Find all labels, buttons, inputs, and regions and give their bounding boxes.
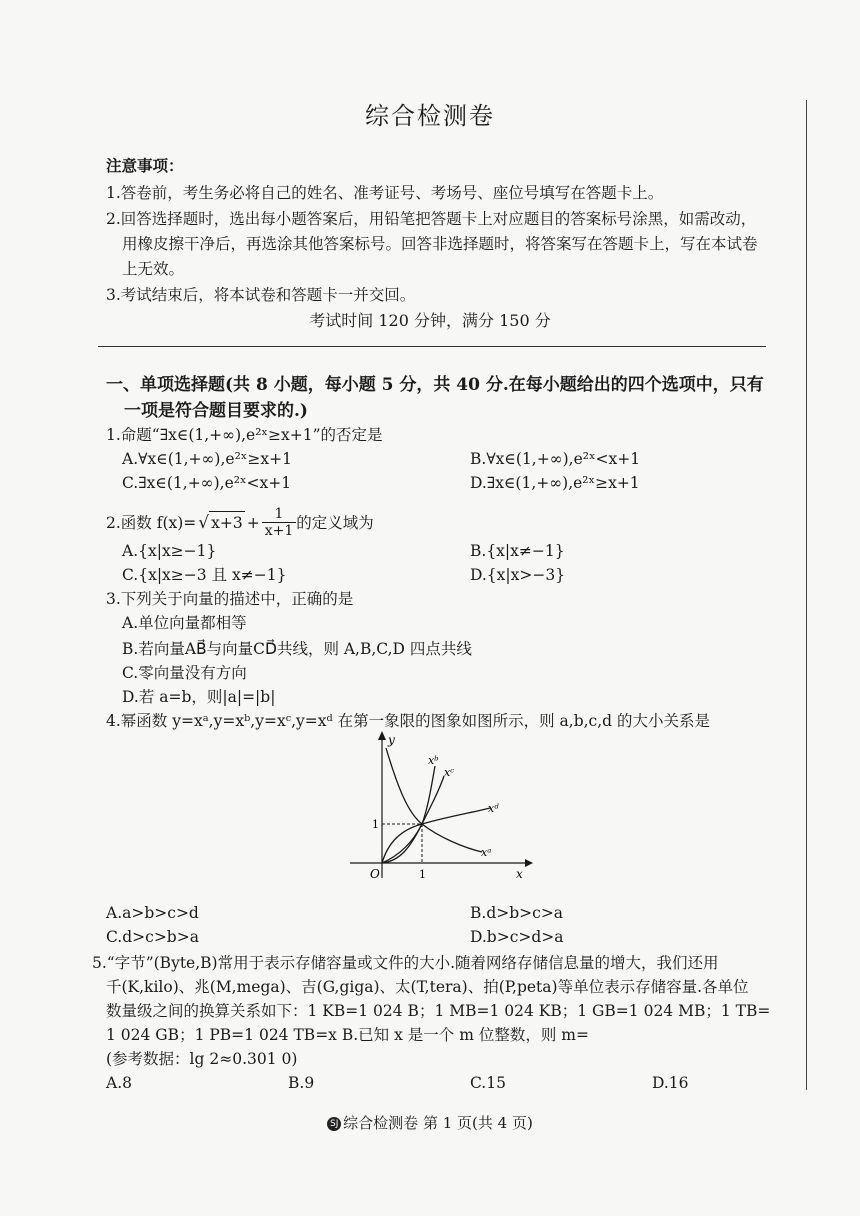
curve-a-label: xᵃ	[481, 846, 492, 859]
x-axis-label: x	[516, 867, 523, 881]
publisher-mark-icon: SJ	[327, 1117, 341, 1131]
q1-stem: 1.命题“∃x∈(1,+∞),e²ˣ≥x+1”的否定是	[106, 426, 383, 444]
q2-fraction-numerator: 1	[274, 506, 284, 522]
q2-stem-post: 的定义域为	[296, 513, 374, 532]
q2-stem	[106, 506, 374, 539]
page-footer	[0, 1112, 860, 1133]
q2-stem-pre: 2.函数 f(x)=	[106, 513, 197, 532]
curve-c-label: xᶜ	[444, 766, 455, 779]
x-axis-arrow	[525, 859, 533, 867]
q5-option-c: C.15	[470, 1074, 506, 1092]
q2-option-d: D.{x|x>−3}	[470, 566, 566, 584]
curve-c	[382, 776, 444, 863]
q5-line-1: 5.“字节”(Byte,B)常用于表示存储容量或文件的大小.随着网络存储信息量的增大，我们还用	[92, 954, 719, 972]
q3-option-d: D.若 a=b，则|a|=|b|	[122, 688, 276, 706]
origin-label: O	[370, 867, 380, 881]
footer-text: 综合检测卷 第 1 页(共 4 页)	[343, 1114, 533, 1132]
q2-sqrt	[198, 511, 244, 534]
curve-b-label: xᵇ	[428, 754, 439, 767]
q3-option-a: A.单位向量都相等	[122, 614, 247, 632]
section-1-title-line-1: 一、单项选择题(共 8 小题，每小题 5 分，共 40 分.在每小题给出的四个选项中，只有	[106, 375, 764, 395]
notice-heading: 注意事项：	[106, 156, 184, 175]
q2-fraction-denominator: x+1	[262, 522, 297, 539]
q1-option-c: C.∃x∈(1,+∞),e²ˣ<x+1	[122, 474, 292, 492]
q5-option-b: B.9	[288, 1074, 315, 1092]
exam-time: 考试时间 120 分钟，满分 150 分	[309, 311, 551, 330]
tick-x-1: 1	[419, 868, 426, 881]
q1-option-d: D.∃x∈(1,+∞),e²ˣ≥x+1	[470, 474, 640, 492]
notice-item-2-line-3: 上无效。	[122, 260, 185, 278]
q5-line-4: 1 024 GB；1 PB=1 024 TB=x B.已知 x 是一个 m 位整数，则 m=	[106, 1026, 589, 1044]
q2-option-c: C.{x|x≥−3 且 x≠−1}	[122, 566, 287, 584]
q2-radicand: x+3	[209, 511, 245, 534]
divider-rule	[98, 346, 766, 347]
q5-line-2: 千(K,kilo)、兆(M,mega)、吉(G,giga)、太(T,tera)、拍(P,peta)等单位表示存储容量.各单位	[106, 978, 749, 996]
q2-plus: +	[246, 513, 260, 532]
y-axis-label: y	[388, 733, 395, 747]
q2-fraction	[262, 506, 297, 539]
q4-option-c: C.d>c>b>a	[106, 928, 199, 946]
section-1-title-line-2: 一项是符合题目要求的.)	[124, 401, 308, 421]
q5-reference: (参考数据：lg 2≈0.301 0)	[106, 1050, 298, 1068]
page-title: 综合检测卷	[365, 102, 495, 130]
binding-line	[806, 100, 807, 1090]
q4-option-b: B.d>b>c>a	[470, 904, 564, 922]
notice-item-2-line-2: 用橡皮擦干净后，再选涂其他答案标号。回答非选择题时，将答案写在答题卡上，写在本试卷	[122, 235, 758, 253]
q4-stem: 4.幂函数 y=xᵃ,y=xᵇ,y=xᶜ,y=xᵈ 在第一象限的图象如图所示，则 a,b,c,d 的大小关系是	[106, 712, 711, 730]
curve-d-label: xᵈ	[488, 802, 499, 815]
q2-option-b: B.{x|x≠−1}	[470, 542, 565, 560]
notice-item-2-line-1: 2.回答选择题时，选出每小题答案后，用铅笔把答题卡上对应题目的答案标号涂黑，如需改动，	[106, 210, 757, 228]
q4-option-d: D.b>c>d>a	[470, 928, 564, 946]
power-function-graph	[340, 728, 540, 888]
q3-option-c: C.零向量没有方向	[122, 664, 247, 682]
notice-item-1: 1.答卷前，考生务必将自己的姓名、准考证号、考场号、座位号填写在答题卡上。	[106, 184, 664, 202]
curve-d	[382, 808, 490, 863]
q4-option-a: A.a>b>c>d	[106, 904, 199, 922]
q1-option-a: A.∀x∈(1,+∞),e²ˣ≥x+1	[122, 450, 292, 468]
q2-option-a: A.{x|x≥−1}	[122, 542, 217, 560]
y-axis-arrow	[378, 731, 386, 740]
q3-stem: 3.下列关于向量的描述中，正确的是	[106, 590, 354, 608]
tick-y-1: 1	[372, 818, 379, 831]
q5-option-a: A.8	[106, 1074, 132, 1092]
q3-option-b: B.若向量AB⃗与向量CD⃗共线，则 A,B,C,D 四点共线	[122, 640, 472, 658]
notice-item-3: 3.考试结束后，将本试卷和答题卡一并交回。	[106, 286, 416, 304]
q5-line-3: 数量级之间的换算关系如下：1 KB=1 024 B；1 MB=1 024 KB；1 GB=1 024 MB；1 TB=	[106, 1002, 771, 1020]
sqrt-sign: √	[198, 512, 210, 533]
q1-option-b: B.∀x∈(1,+∞),e²ˣ<x+1	[470, 450, 641, 468]
q5-option-d: D.16	[652, 1074, 689, 1092]
